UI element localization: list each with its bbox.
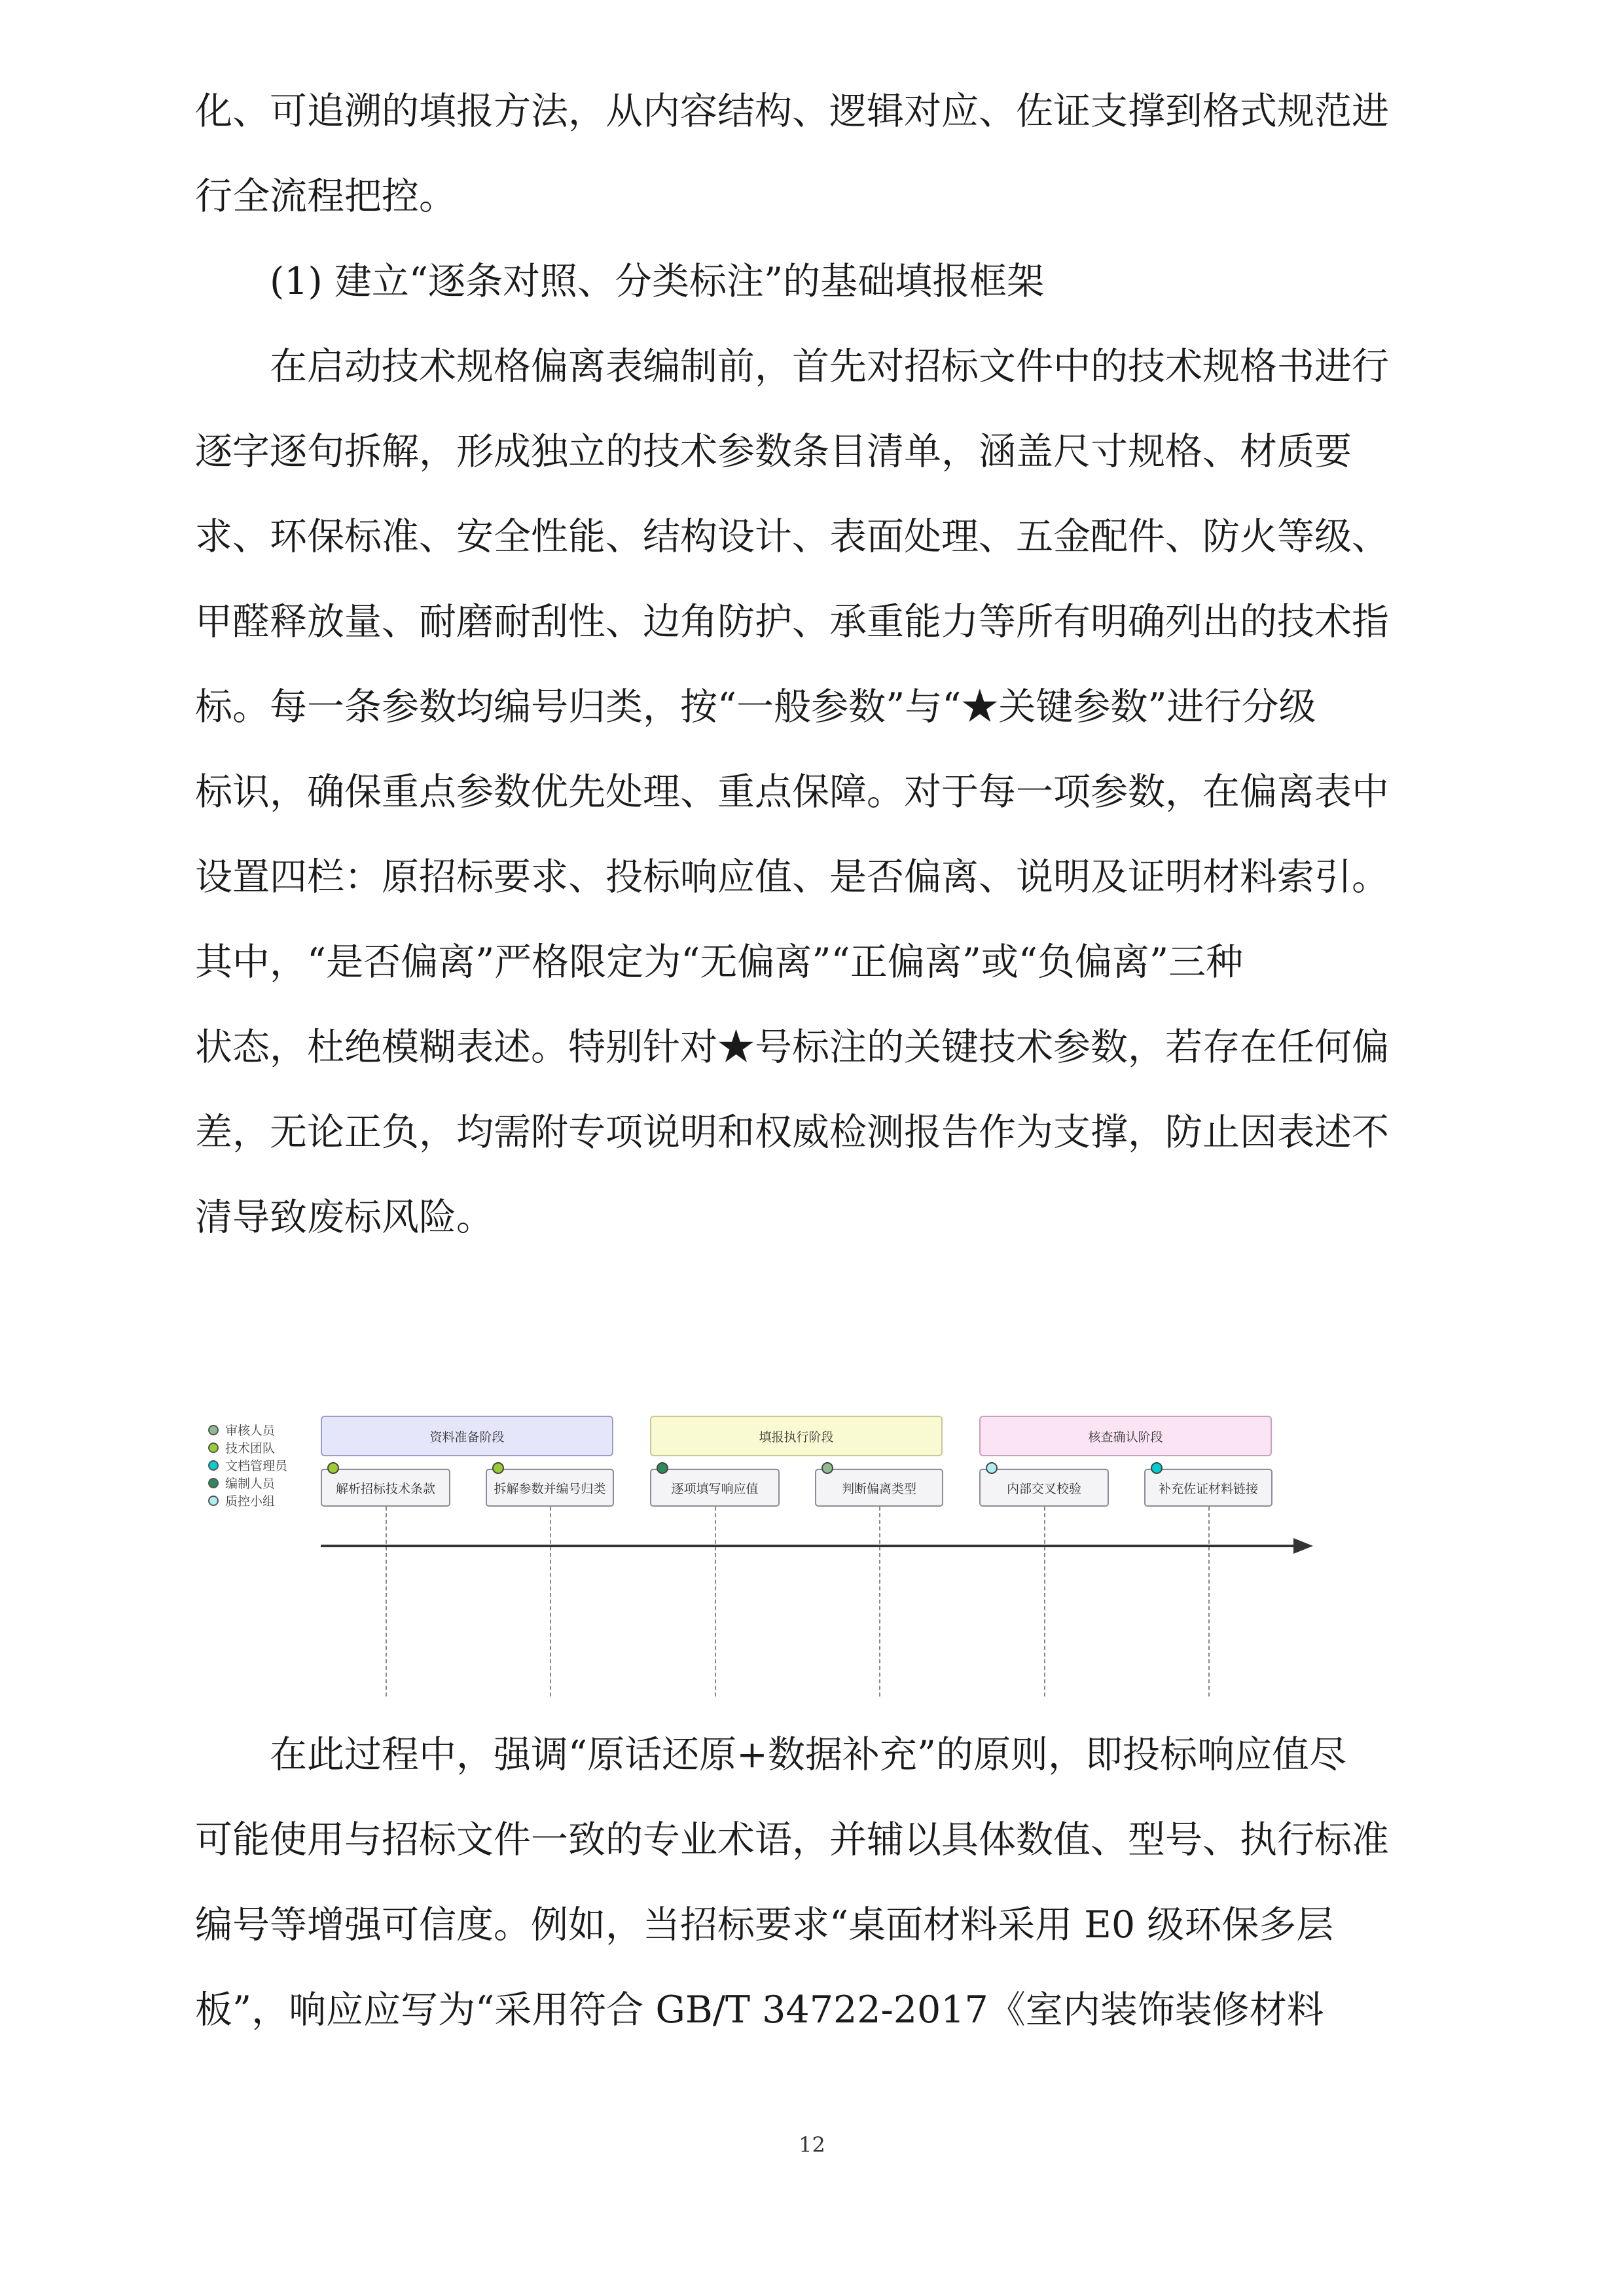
timeline-marker-line bbox=[1044, 1507, 1045, 1696]
text-line: 标。每一条参数均编号归类，按“一般参数”与“★关键参数”进行分级 bbox=[195, 685, 1316, 728]
page-number: 12 bbox=[799, 2132, 825, 2157]
legend-item: 编制人员 bbox=[208, 1474, 287, 1492]
legend-dot-icon bbox=[208, 1460, 219, 1471]
task-dot-icon bbox=[1151, 1462, 1163, 1474]
section-heading: (1) 建立“逐条对照、分类标注”的基础填报框架 bbox=[270, 260, 1045, 303]
text-line: 在此过程中，强调“原话还原+数据补充”的原则，即投标响应值尽 bbox=[270, 1733, 1347, 1776]
stage-box: 资料准备阶段 bbox=[321, 1416, 613, 1456]
text-line: 行全流程把控。 bbox=[195, 175, 456, 218]
timeline-marker-line bbox=[1208, 1507, 1210, 1696]
task-dot-icon bbox=[821, 1462, 833, 1474]
text-line: 在启动技术规格偏离表编制前，首先对招标文件中的技术规格书进行 bbox=[270, 345, 1389, 388]
task-box: 拆解参数并编号归类 bbox=[486, 1469, 614, 1507]
timeline-marker-line bbox=[879, 1507, 880, 1696]
task-dot-icon bbox=[492, 1462, 504, 1474]
text-line: 甲醛释放量、耐磨耐刮性、边角防护、承重能力等所有明确列出的技术指 bbox=[195, 600, 1389, 643]
timeline-marker-line bbox=[550, 1507, 551, 1696]
task-dot-icon bbox=[986, 1462, 998, 1474]
text-line: 求、环保标准、安全性能、结构设计、表面处理、五金配件、防火等级、 bbox=[195, 515, 1389, 558]
text-line: 化、可追溯的填报方法，从内容结构、逻辑对应、佐证支撑到格式规范进 bbox=[195, 90, 1389, 133]
top-text-block bbox=[195, 69, 1429, 1260]
diagram-legend bbox=[208, 1421, 287, 1509]
legend-item: 文档管理员 bbox=[208, 1456, 287, 1474]
bottom-text-block bbox=[195, 1712, 1429, 2053]
arrow-right-icon bbox=[1293, 1538, 1313, 1554]
stage-box: 核查确认阶段 bbox=[979, 1416, 1272, 1456]
text-line: 标识，确保重点参数优先处理、重点保障。对于每一项参数，在偏离表中 bbox=[195, 770, 1389, 814]
timeline-axis bbox=[321, 1545, 1296, 1547]
task-box: 判断偏离类型 bbox=[815, 1469, 943, 1507]
task-box: 解析招标技术条款 bbox=[321, 1469, 450, 1507]
legend-dot-icon bbox=[208, 1478, 219, 1488]
text-line: 逐字逐句拆解，形成独立的技术参数条目清单，涵盖尺寸规格、材质要 bbox=[195, 430, 1352, 473]
task-dot-icon bbox=[327, 1462, 339, 1474]
timeline-marker-line bbox=[386, 1507, 387, 1696]
task-dot-icon bbox=[657, 1462, 668, 1474]
task-box: 补充佐证材料链接 bbox=[1144, 1469, 1272, 1507]
legend-item: 技术团队 bbox=[208, 1439, 287, 1456]
legend-dot-icon bbox=[208, 1425, 219, 1435]
stage-box: 填报执行阶段 bbox=[650, 1416, 943, 1456]
text-line: 可能使用与招标文件一致的专业术语，并辅以具体数值、型号、执行标准 bbox=[195, 1818, 1389, 1861]
task-box: 逐项填写响应值 bbox=[650, 1469, 780, 1507]
legend-item: 质控小组 bbox=[208, 1492, 287, 1509]
text-line: 清导致废标风险。 bbox=[195, 1196, 494, 1239]
legend-dot-icon bbox=[208, 1443, 219, 1453]
legend-item: 审核人员 bbox=[208, 1421, 287, 1439]
text-line: 编号等增强可信度。例如，当招标要求“桌面材料采用 E0 级环保多层 bbox=[195, 1903, 1334, 1946]
task-box: 内部交叉校验 bbox=[979, 1469, 1109, 1507]
text-line: 板”，响应应写为“采用符合 GB/T 34722-2017《室内装饰装修材料 bbox=[195, 1988, 1324, 2032]
text-line: 设置四栏：原招标要求、投标响应值、是否偏离、说明及证明材料索引。 bbox=[195, 855, 1389, 899]
text-line: 差，无论正负，均需附专项说明和权威检测报告作为支撑，防止因表述不 bbox=[195, 1111, 1389, 1154]
legend-dot-icon bbox=[208, 1496, 219, 1506]
text-line: 其中，“是否偏离”严格限定为“无偏离”“正偏离”或“负偏离”三种 bbox=[195, 941, 1244, 984]
text-line: 状态，杜绝模糊表述。特别针对★号标注的关键技术参数，若存在任何偏 bbox=[195, 1026, 1389, 1069]
timeline-marker-line bbox=[715, 1507, 716, 1696]
